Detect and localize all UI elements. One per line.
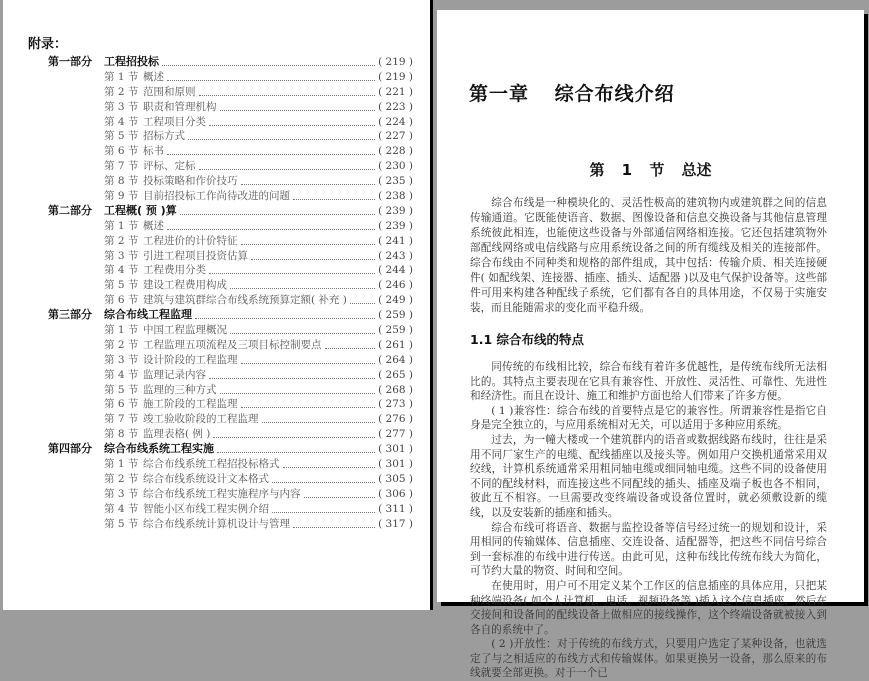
section-label: 第 4 节: [104, 502, 139, 515]
right-page: [437, 10, 864, 680]
page-number: ( 249 ): [378, 294, 413, 307]
part-label: 第三部分: [48, 308, 92, 322]
toc-section-entry[interactable]: [48, 427, 413, 442]
toc-section-entry[interactable]: [48, 234, 413, 249]
page-number: ( 221 ): [378, 85, 413, 98]
toc-section-entry[interactable]: [48, 502, 413, 517]
page-number: ( 261 ): [378, 338, 413, 351]
page-number: ( 243 ): [378, 249, 413, 262]
toc-section-entry[interactable]: [48, 278, 413, 293]
toc-section-entry[interactable]: [48, 338, 413, 353]
dot-leader: [167, 80, 375, 81]
paragraph: 综合布线是一种模块化的、灵活性极高的建筑物内或建筑群之间的信息传输通道。它既能使语音、数据、图像设备和信息交换设备与其他信息管理系统彼此相连，也能使这些设备与外部通信网络相连接。它还包括建筑物外部配线网络或电信线路与应用系统设备之间的所有缆线及相关的连接部件。综合布线由不同种类和规格的部件组成，其中包括：传输介质、相关连接硬件( 如配线架、连接器、插座、插头、适配器 )以及电气保护设备等。这些部件可用来构建各种配线子系统，它们都有各自的具体用途，不仅易于实施安装，而且能随需求的变化而平稳升级。: [470, 197, 827, 314]
section-label: 第 1 节: [104, 458, 139, 471]
entry-title: 招标方式: [143, 130, 185, 143]
entry-title: 投标策略和作价技巧: [143, 175, 238, 188]
page-number: ( 246 ): [378, 279, 413, 292]
dot-leader: [230, 333, 375, 334]
section-label: 第 6 节: [104, 294, 139, 307]
dot-leader: [230, 288, 375, 289]
entry-title: 智能小区布线工程实例介绍: [143, 502, 269, 515]
entry-title: 监理记录内容: [143, 368, 206, 381]
section-label: 第 5 节: [104, 383, 139, 396]
section-label: 第 4 节: [104, 115, 139, 128]
page-number: ( 219 ): [378, 70, 413, 83]
page-number: ( 239 ): [378, 204, 413, 217]
entry-title: 施工阶段的工程监理: [143, 398, 238, 411]
page-number: ( 277 ): [378, 428, 413, 441]
toc-part-entry[interactable]: [48, 204, 413, 219]
dot-leader: [188, 139, 375, 140]
dot-leader: [241, 363, 376, 364]
toc-section-entry[interactable]: [48, 115, 413, 130]
section-label: 第 8 节: [104, 428, 139, 441]
entry-title: 综合布线系统工程实施程序与内容: [143, 487, 301, 500]
entry-title: 竣工验收阶段的工程监理: [143, 413, 259, 426]
section-label: 第 8 节: [104, 175, 139, 188]
page-number: ( 244 ): [378, 264, 413, 277]
toc-section-entry[interactable]: [48, 85, 413, 100]
toc-section-entry[interactable]: [48, 397, 413, 412]
dot-leader: [180, 214, 375, 215]
page-number: ( 227 ): [378, 130, 413, 143]
dot-leader: [209, 125, 375, 126]
section-label: 第 1 节: [104, 70, 139, 83]
section-label: 第 3 节: [104, 353, 139, 366]
dot-leader: [217, 452, 375, 453]
entry-title: 评标、定标: [143, 160, 196, 173]
page-number: ( 264 ): [378, 353, 413, 366]
section-label: 第 2 节: [104, 472, 139, 485]
paragraph: 在使用时，用户可不用定义某个工作区的信息插座的具体应用，只把某种终端设备( 如个人计算机、电话、视频设备等 )插入这个信息插座，然后在交接间和设备间的配线设备上做相应的接线操作，这个终端设备就被接入到各自的系统中了。: [470, 579, 827, 636]
part-label: 第二部分: [48, 203, 92, 217]
dot-leader: [293, 527, 375, 528]
dot-leader: [213, 437, 375, 438]
dot-leader: [304, 497, 376, 498]
page-number: ( 219 ): [378, 56, 413, 68]
page-number: ( 317 ): [378, 517, 413, 530]
dot-leader: [262, 422, 376, 423]
page-number: ( 276 ): [378, 413, 413, 426]
entry-title: 中国工程监理概况: [143, 324, 227, 337]
entry-title: 综合布线系统工程实施: [104, 442, 214, 456]
dot-leader: [241, 244, 376, 245]
entry-title: 工程进价的计价特征: [143, 234, 238, 247]
page-number: ( 273 ): [378, 398, 413, 411]
entry-title: 建筑与建筑群综合布线系统预算定额( 补充 ): [143, 294, 347, 307]
section-label: 第 9 节: [104, 190, 139, 203]
page-number: ( 305 ): [378, 472, 413, 485]
intro-text: [470, 196, 827, 316]
entry-title: 综合布线系统设计文本格式: [143, 472, 269, 485]
dot-leader: [167, 229, 375, 230]
paragraph: 过去，为一幢大楼或一个建筑群内的语音或数据线路布线时，往往是采用不同厂家生产的电缆、配线插座以及接头等。例如用户交换机通常采用双绞线，计算机系统通常采用粗同轴电缆或细同轴电缆。这些不同的设备使用不同的配线材料，而连接这些不同配线的插头、插座及端子板也各不相同，彼此互不相容。一旦需要改变终端设备或设备位置时，就必须敷设新的缆线，以及安装新的插座和插头。: [470, 433, 827, 519]
dot-leader: [220, 110, 376, 111]
entry-title: 概述: [143, 70, 164, 83]
dot-leader: [325, 348, 376, 349]
dot-leader: [251, 259, 375, 260]
paragraph: ( 1 )兼容性：综合布线的首要特点是它的兼容性。所谓兼容性是指它自身是完全独立的，与应用系统相对无关，可以适用于多种应用系统。: [470, 404, 827, 432]
page-number: ( 259 ): [378, 309, 413, 322]
toc-section-entry[interactable]: [48, 159, 413, 174]
section-label: 第 1 节: [104, 324, 139, 337]
toc-section-entry[interactable]: [48, 457, 413, 472]
section-label: 第 6 节: [104, 398, 139, 411]
toc-section-entry[interactable]: [48, 517, 413, 532]
left-page: [3, 0, 433, 610]
part-label: 第四部分: [48, 442, 92, 456]
page-number: ( 259 ): [378, 324, 413, 337]
dot-leader: [350, 303, 375, 304]
toc-section-entry[interactable]: [48, 472, 413, 487]
section-label: 第 2 节: [104, 234, 139, 247]
page-number: ( 311 ): [378, 502, 413, 515]
section-title: 第 1 节 总述: [589, 161, 712, 179]
toc-section-entry[interactable]: [48, 368, 413, 383]
toc-section-entry[interactable]: [48, 189, 413, 204]
page-number: ( 235 ): [378, 175, 413, 188]
toc-section-entry[interactable]: [48, 323, 413, 338]
page-number: ( 224 ): [378, 115, 413, 128]
section-label: 第 3 节: [104, 249, 139, 262]
page-number: ( 265 ): [378, 368, 413, 381]
section-label: 第 5 节: [104, 517, 139, 530]
dot-leader: [195, 318, 375, 319]
entry-title: 引进工程项目投资估算: [143, 249, 248, 262]
page-number: ( 228 ): [378, 145, 413, 158]
entry-title: 建设工程费用构成: [143, 279, 227, 292]
appendix-label: 附录：: [28, 37, 68, 52]
toc-section-entry[interactable]: [48, 174, 413, 189]
dot-leader: [167, 154, 375, 155]
part-label: 第一部分: [48, 55, 92, 68]
entry-title: 综合布线工程监理: [104, 308, 192, 322]
dot-leader: [162, 65, 375, 66]
dot-leader: [209, 378, 375, 379]
subsection-title: 1.1 综合布线的特点: [470, 332, 584, 347]
paragraph: 综合布线可将语音、数据与监控设备等信号经过统一的规划和设计，采用相同的传输媒体、信息插座、交连设备、适配器等，把这些不同信号综合到一套标准的布线中进行传送。由此可见，这种布线比传统布线大为简化，可节约大量的物资、时间和空间。: [470, 521, 827, 578]
body-text: [470, 360, 827, 681]
section-label: 第 1 节: [104, 219, 139, 232]
chapter-content: [470, 196, 827, 681]
page-number: ( 238 ): [378, 190, 413, 203]
chapter-title: 第一章 综合布线介绍: [469, 83, 675, 105]
entry-title: 目前招投标工作尚待改进的问题: [143, 190, 290, 203]
entry-title: 综合布线系统计算机设计与管理: [143, 517, 290, 530]
dot-leader: [272, 482, 375, 483]
toc-part-entry[interactable]: [48, 55, 413, 70]
toc-section-entry[interactable]: [48, 249, 413, 264]
toc-part-entry[interactable]: [48, 442, 413, 457]
toc-section-entry[interactable]: [48, 144, 413, 159]
page-number: ( 239 ): [378, 219, 413, 232]
section-label: 第 4 节: [104, 264, 139, 277]
toc-section-entry[interactable]: [48, 412, 413, 427]
section-label: 第 3 节: [104, 100, 139, 113]
page-number: ( 301 ): [378, 443, 413, 456]
toc-section-entry[interactable]: [48, 293, 413, 308]
section-label: 第 7 节: [104, 413, 139, 426]
toc-section-entry[interactable]: [48, 129, 413, 144]
dot-leader: [199, 95, 376, 96]
dot-leader: [283, 467, 376, 468]
entry-title: 监理表格( 例 ): [143, 428, 211, 441]
section-label: 第 5 节: [104, 130, 139, 143]
toc-section-entry[interactable]: [48, 100, 413, 115]
table-of-contents: [48, 55, 413, 532]
dot-leader: [293, 199, 375, 200]
entry-title: 工程费用分类: [143, 264, 206, 277]
section-label: 第 5 节: [104, 279, 139, 292]
dot-leader: [272, 512, 375, 513]
toc-section-entry[interactable]: [48, 353, 413, 368]
dot-leader: [241, 407, 376, 408]
entry-title: 范围和原则: [143, 85, 196, 98]
entry-title: 综合布线系统工程招投标格式: [143, 458, 280, 471]
entry-title: 工程监理五项流程及三项目标控制要点: [143, 338, 322, 351]
paragraph: 同传统的布线相比较，综合布线有着许多优越性，是传统布线所无法相比的。其特点主要表现在它具有兼容性、开放性、灵活性、可靠性、先进性和经济性。而且在设计、施工和维护方面也给人们带来了许多方便。: [470, 361, 827, 403]
dot-leader: [199, 169, 376, 170]
section-label: 第 2 节: [104, 338, 139, 351]
toc-part-entry[interactable]: [48, 308, 413, 323]
section-label: 第 2 节: [104, 85, 139, 98]
entry-title: 标书: [143, 145, 164, 158]
section-label: 第 3 节: [104, 487, 139, 500]
page-number: ( 268 ): [378, 383, 413, 396]
page-number: ( 241 ): [378, 234, 413, 247]
entry-title: 职责和管理机构: [143, 100, 217, 113]
page-number: ( 301 ): [378, 458, 413, 471]
entry-title: 监理的三种方式: [143, 383, 217, 396]
toc-section-entry[interactable]: [48, 487, 413, 502]
paragraph: ( 2 )开放性：对于传统的布线方式，只要用户选定了某种设备，也就选定了与之相适应的布线方式和传输媒体。如果更换另一设备，那么原来的布线就要全部更换。对于一个已: [470, 638, 827, 680]
dot-leader: [241, 184, 376, 185]
toc-section-entry[interactable]: [48, 70, 413, 85]
entry-title: 概述: [143, 219, 164, 232]
toc-section-entry[interactable]: [48, 263, 413, 278]
page-number: ( 306 ): [378, 487, 413, 500]
entry-title: 工程概( 预 )算: [104, 203, 177, 217]
dot-leader: [209, 273, 375, 274]
section-label: 第 6 节: [104, 145, 139, 158]
entry-title: 设计阶段的工程监理: [143, 353, 238, 366]
entry-title: 工程项目分类: [143, 115, 206, 128]
entry-title: 工程招投标: [104, 55, 159, 68]
page-number: ( 223 ): [378, 100, 413, 113]
page-number: ( 230 ): [378, 160, 413, 173]
section-label: 第 7 节: [104, 160, 139, 173]
section-label: 第 4 节: [104, 368, 139, 381]
dot-leader: [220, 393, 376, 394]
toc-section-entry[interactable]: [48, 383, 413, 398]
toc-section-entry[interactable]: [48, 219, 413, 234]
